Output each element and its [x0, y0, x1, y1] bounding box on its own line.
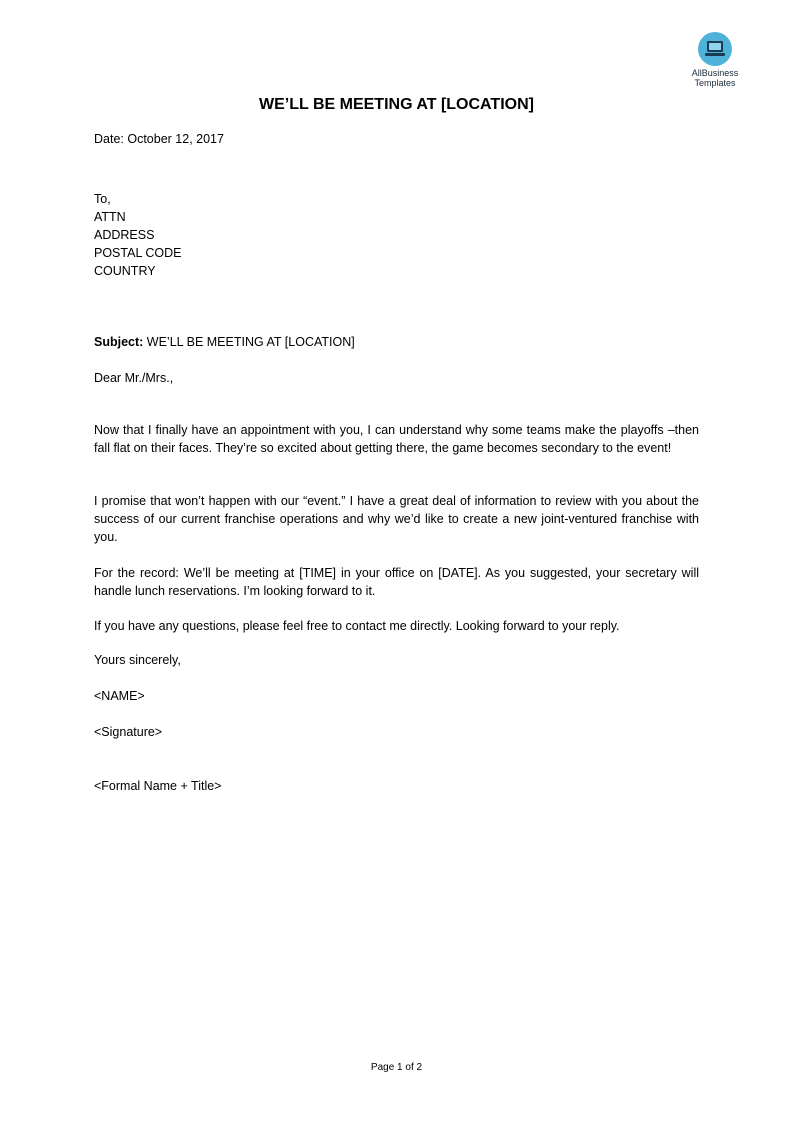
logo-text-line2: Templates	[694, 78, 736, 88]
company-logo	[684, 32, 746, 88]
paragraph-2: I promise that won’t happen with our “event.” I have a great deal of information to review with you about the success of our current franchise operations and why we’d like to create a new joint-ventured franchise with you.	[94, 494, 699, 544]
page-number: Page 1 of 2	[370, 1062, 423, 1073]
recipient-attn: ATTN	[94, 210, 126, 224]
sender-name: <NAME>	[94, 689, 145, 703]
letter-title: WE’LL BE MEETING AT [LOCATION]	[259, 96, 534, 113]
letter-date: Date: October 12, 2017	[94, 132, 224, 146]
paragraph-3: For the record: We’ll be meeting at [TIME] in your office on [DATE]. As you suggested, your secretary will handle lunch reservations. I’m looking forward to it.	[94, 566, 699, 598]
formal-name-title: <Formal Name + Title>	[94, 779, 222, 793]
logo-text-line1: AllBusiness	[691, 68, 739, 78]
recipient-to: To,	[94, 192, 111, 206]
recipient-postal-code: POSTAL CODE	[94, 246, 182, 260]
signature-placeholder: <Signature>	[94, 725, 163, 739]
recipient-country: COUNTRY	[94, 264, 156, 278]
salutation: Dear Mr./Mrs.,	[94, 371, 174, 385]
subject-text: WE’LL BE MEETING AT [LOCATION]	[146, 335, 355, 349]
paragraph-1: Now that I finally have an appointment with you, I can understand why some teams make the playoffs –then fall flat on their faces. They’re so excited about getting there, the game becomes secondary to the event!	[94, 423, 699, 455]
subject-line	[94, 333, 699, 351]
laptop-icon	[698, 32, 732, 66]
subject-label: Subject:	[94, 335, 144, 349]
paragraph-4: If you have any questions, please feel free to contact me directly. Looking forward to your reply.	[94, 619, 620, 633]
closing: Yours sincerely,	[94, 653, 181, 667]
recipient-address: ADDRESS	[94, 228, 155, 242]
